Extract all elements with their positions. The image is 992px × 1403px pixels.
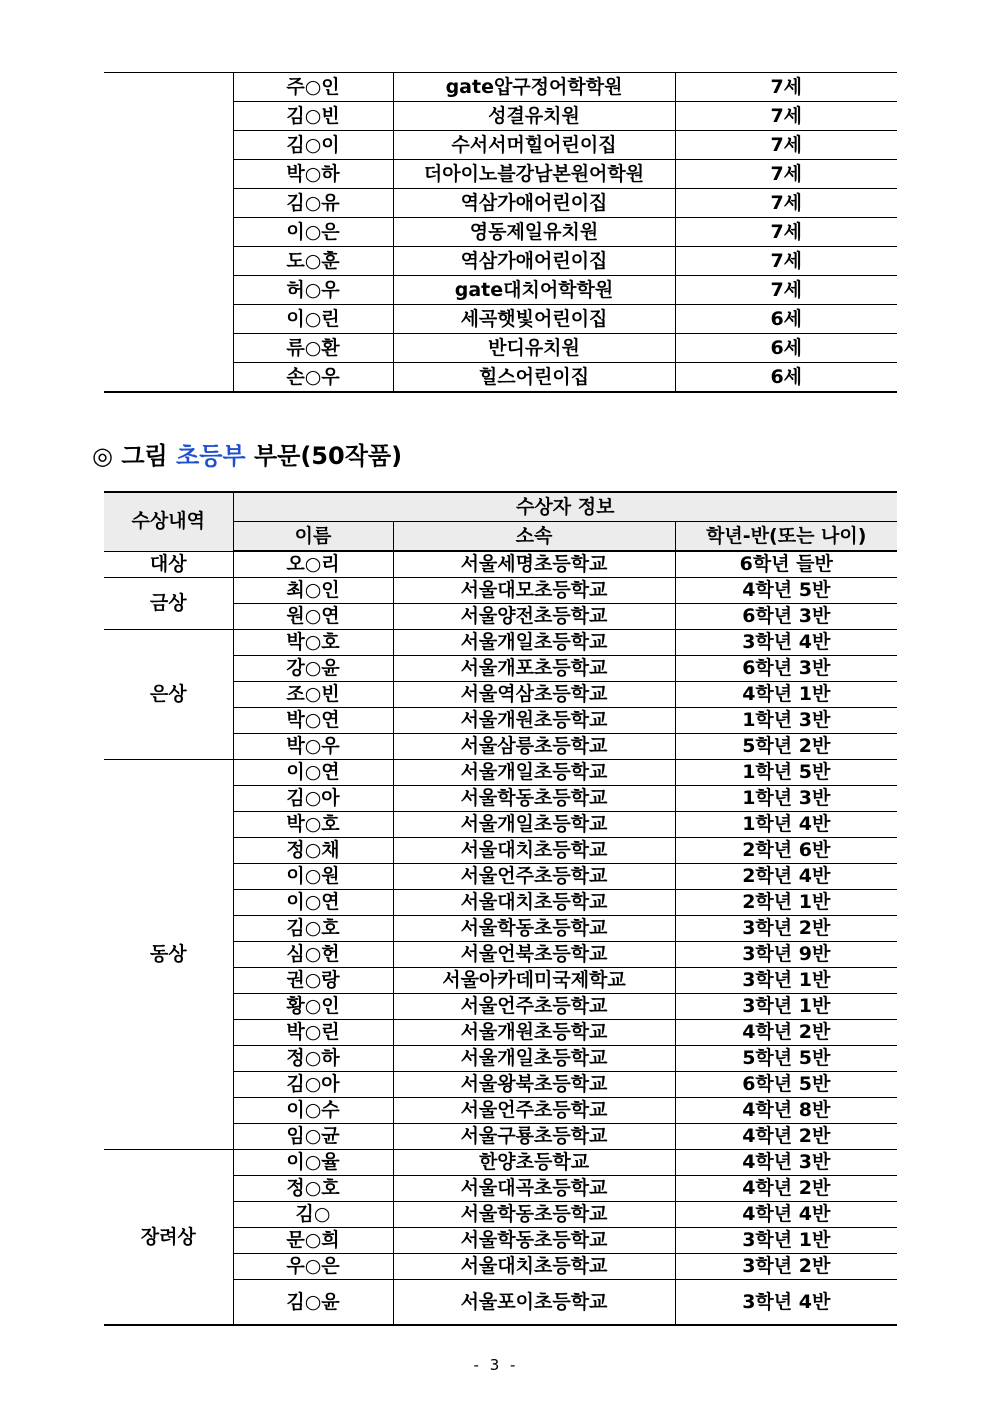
table-row — [104, 630, 897, 656]
winner-name: 이○원 — [233, 864, 393, 890]
winner-affiliation: 서울언북초등학교 — [393, 942, 675, 968]
winner-name: 이○연 — [233, 890, 393, 916]
header-row — [104, 492, 897, 522]
winner-affiliation: 서울언주초등학교 — [393, 994, 675, 1020]
winner-name: 허○우 — [233, 276, 393, 305]
winner-affiliation: 세곡햇빛어린이집 — [393, 305, 675, 334]
winner-affiliation: 서울언주초등학교 — [393, 864, 675, 890]
table-row — [104, 551, 897, 578]
winner-affiliation: 영동제일유치원 — [393, 218, 675, 247]
winner-name: 정○호 — [233, 1176, 393, 1202]
winner-affiliation: 서울세명초등학교 — [393, 551, 675, 578]
winner-grade: 4학년 2반 — [675, 1020, 897, 1046]
heading-suffix: 부문(50작품) — [253, 442, 403, 470]
winner-name: 임○균 — [233, 1124, 393, 1150]
winner-name: 문○희 — [233, 1228, 393, 1254]
winner-grade: 6세 — [675, 305, 897, 334]
winner-affiliation: gate압구정어학학원 — [393, 73, 675, 102]
winner-affiliation: 서울개원초등학교 — [393, 708, 675, 734]
winner-affiliation: 서울역삼초등학교 — [393, 682, 675, 708]
winner-grade: 4학년 2반 — [675, 1124, 897, 1150]
heading-prefix: 그림 — [121, 442, 168, 470]
winner-name: 강○윤 — [233, 656, 393, 682]
winner-grade: 1학년 4반 — [675, 812, 897, 838]
winner-grade: 6학년 3반 — [675, 604, 897, 630]
header-grade: 학년-반(또는 나이) — [675, 522, 897, 552]
winner-affiliation: 서울대치초등학교 — [393, 890, 675, 916]
winner-grade: 1학년 5반 — [675, 760, 897, 786]
winner-name: 주○인 — [233, 73, 393, 102]
winner-grade: 6학년 들반 — [675, 551, 897, 578]
winner-affiliation: 서울대곡초등학교 — [393, 1176, 675, 1202]
winner-affiliation: 서울개일초등학교 — [393, 812, 675, 838]
winner-affiliation: 서울개일초등학교 — [393, 760, 675, 786]
winner-grade: 3학년 4반 — [675, 1280, 897, 1326]
winner-name: 정○채 — [233, 838, 393, 864]
winner-grade: 4학년 5반 — [675, 578, 897, 604]
winner-grade: 2학년 4반 — [675, 864, 897, 890]
header-affiliation: 소속 — [393, 522, 675, 552]
winner-name: 조○빈 — [233, 682, 393, 708]
winner-affiliation: 서울삼릉초등학교 — [393, 734, 675, 760]
winner-name: 박○우 — [233, 734, 393, 760]
winner-name: 박○호 — [233, 630, 393, 656]
winner-grade: 4학년 8반 — [675, 1098, 897, 1124]
winner-affiliation: 서울학동초등학교 — [393, 1202, 675, 1228]
winner-grade: 6학년 5반 — [675, 1072, 897, 1098]
winner-affiliation: 서울개포초등학교 — [393, 656, 675, 682]
winner-name: 이○수 — [233, 1098, 393, 1124]
winner-grade: 3학년 4반 — [675, 630, 897, 656]
winner-grade: 6학년 3반 — [675, 656, 897, 682]
winner-name: 김○빈 — [233, 102, 393, 131]
winner-grade: 4학년 1반 — [675, 682, 897, 708]
winner-grade: 7세 — [675, 218, 897, 247]
award-cell: 대상 — [104, 551, 233, 578]
winner-affiliation: 서울학동초등학교 — [393, 916, 675, 942]
award-cell: 금상 — [104, 578, 233, 630]
winner-grade: 1학년 3반 — [675, 708, 897, 734]
winner-affiliation: 힐스어린이집 — [393, 363, 675, 393]
winner-grade: 5학년 5반 — [675, 1046, 897, 1072]
winner-grade: 5학년 2반 — [675, 734, 897, 760]
table-row — [104, 578, 897, 604]
winner-grade: 7세 — [675, 247, 897, 276]
winner-affiliation: 서울양전초등학교 — [393, 604, 675, 630]
winner-grade: 3학년 2반 — [675, 916, 897, 942]
winner-name: 이○은 — [233, 218, 393, 247]
header-info: 수상자 정보 — [233, 492, 897, 522]
winner-name: 심○헌 — [233, 942, 393, 968]
winner-name: 손○우 — [233, 363, 393, 393]
winner-affiliation: 서울대치초등학교 — [393, 838, 675, 864]
winner-affiliation: 서울아카데미국제학교 — [393, 968, 675, 994]
winner-affiliation: gate대치어학학원 — [393, 276, 675, 305]
winner-name: 오○리 — [233, 551, 393, 578]
winner-grade: 7세 — [675, 131, 897, 160]
winner-affiliation: 성결유치원 — [393, 102, 675, 131]
winner-grade: 3학년 2반 — [675, 1254, 897, 1280]
winner-affiliation: 수서서머힐어린이집 — [393, 131, 675, 160]
winner-affiliation: 반디유치원 — [393, 334, 675, 363]
winner-affiliation: 서울왕북초등학교 — [393, 1072, 675, 1098]
winner-grade: 2학년 1반 — [675, 890, 897, 916]
winner-name: 정○하 — [233, 1046, 393, 1072]
heading-highlight: 초등부 — [176, 442, 246, 470]
winner-name: 김○아 — [233, 786, 393, 812]
winner-grade: 6세 — [675, 363, 897, 393]
elementary-awards-table — [104, 491, 897, 1326]
winner-name: 박○하 — [233, 160, 393, 189]
winner-affiliation: 서울구룡초등학교 — [393, 1124, 675, 1150]
table-row — [104, 73, 897, 102]
winner-grade: 3학년 1반 — [675, 994, 897, 1020]
winner-affiliation: 역삼가애어린이집 — [393, 189, 675, 218]
section-heading — [92, 436, 402, 471]
award-cell: 장려상 — [104, 1150, 233, 1326]
winner-affiliation: 서울학동초등학교 — [393, 1228, 675, 1254]
winner-grade: 4학년 2반 — [675, 1176, 897, 1202]
winner-name: 김○이 — [233, 131, 393, 160]
winner-grade: 4학년 4반 — [675, 1202, 897, 1228]
winner-grade: 7세 — [675, 102, 897, 131]
winner-affiliation: 서울개일초등학교 — [393, 1046, 675, 1072]
winner-name: 김○호 — [233, 916, 393, 942]
winner-name: 박○린 — [233, 1020, 393, 1046]
winner-affiliation: 서울대치초등학교 — [393, 1254, 675, 1280]
winner-affiliation: 역삼가애어린이집 — [393, 247, 675, 276]
winner-affiliation: 서울개일초등학교 — [393, 630, 675, 656]
winner-affiliation: 서울개원초등학교 — [393, 1020, 675, 1046]
winner-name: 최○인 — [233, 578, 393, 604]
winner-grade: 4학년 3반 — [675, 1150, 897, 1176]
winner-name: 우○은 — [233, 1254, 393, 1280]
winner-name: 황○인 — [233, 994, 393, 1020]
winner-name: 류○환 — [233, 334, 393, 363]
winner-grade: 3학년 1반 — [675, 968, 897, 994]
winner-grade: 2학년 6반 — [675, 838, 897, 864]
winner-grade: 7세 — [675, 160, 897, 189]
winner-affiliation: 서울언주초등학교 — [393, 1098, 675, 1124]
winner-grade: 1학년 3반 — [675, 786, 897, 812]
winner-affiliation: 더아이노블강남본원어학원 — [393, 160, 675, 189]
winner-affiliation: 한양초등학교 — [393, 1150, 675, 1176]
award-cell: 동상 — [104, 760, 233, 1150]
winner-name: 김○유 — [233, 189, 393, 218]
winner-grade: 7세 — [675, 73, 897, 102]
header-award: 수상내역 — [104, 492, 233, 551]
winner-name: 김○아 — [233, 1072, 393, 1098]
winner-affiliation: 서울포이초등학교 — [393, 1280, 675, 1326]
winner-name: 이○린 — [233, 305, 393, 334]
table-row — [104, 1150, 897, 1176]
winner-name: 이○연 — [233, 760, 393, 786]
page-number: - 3 - — [473, 1356, 519, 1374]
winner-name: 권○랑 — [233, 968, 393, 994]
bullet-symbol: ◎ — [92, 442, 113, 470]
winner-grade: 6세 — [675, 334, 897, 363]
winner-affiliation: 서울학동초등학교 — [393, 786, 675, 812]
winner-grade: 7세 — [675, 276, 897, 305]
winner-grade: 7세 — [675, 189, 897, 218]
award-cell: 은상 — [104, 630, 233, 760]
winner-name: 박○호 — [233, 812, 393, 838]
winner-grade: 3학년 1반 — [675, 1228, 897, 1254]
table-row — [104, 760, 897, 786]
previous-awards-table — [104, 72, 897, 393]
winner-grade: 3학년 9반 — [675, 942, 897, 968]
award-cell — [104, 73, 233, 393]
winner-name: 박○연 — [233, 708, 393, 734]
header-name: 이름 — [233, 522, 393, 552]
winner-name: 도○훈 — [233, 247, 393, 276]
winner-name: 이○율 — [233, 1150, 393, 1176]
winner-name: 원○연 — [233, 604, 393, 630]
winner-name: 김○ — [233, 1202, 393, 1228]
winner-name: 김○윤 — [233, 1280, 393, 1326]
winner-affiliation: 서울대모초등학교 — [393, 578, 675, 604]
